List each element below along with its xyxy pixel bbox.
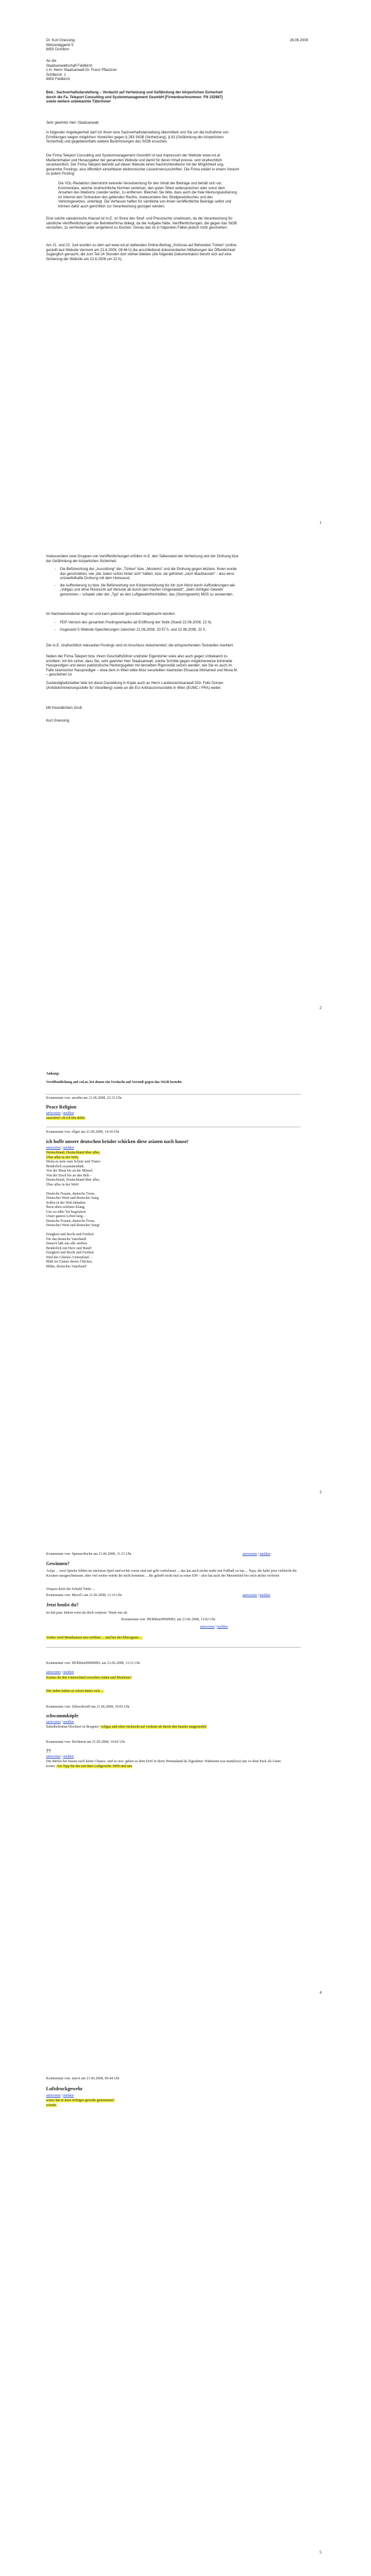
poem-line: Ihren alten schönen Klang, (46, 1206, 85, 1209)
recipient-line: Staatsanwaltschaft Feldkirch (46, 64, 93, 68)
page-number: 1 (319, 520, 322, 525)
poem-line: Wenn es stets zum Schutz und Trutze (46, 1160, 101, 1164)
report-link[interactable]: melden (63, 1112, 74, 1115)
paragraph-owner: Neben der Firma Teleport bzw. ihrem Geschäftsführer und/oder Eigentümer wäre also auch gegen Unbekannt zu ermitteln. Ich bin sicher, dass Sie, sehr geehrter Herr Staatsanwalt, solche Schritte gegen möglicherweise kriminelle Hasspredigen und deren publizistische Herbergsgeber mit derselben Rigorosität setzen werden, wie Sie es auch im Falle islamischer Hassprediger – etwa dem in Wien lebte Mosi verurteilten Islamisten Ehsassie Mohamed und Mona M. – geschehen ist. (46, 655, 238, 677)
paragraph-intro-groups: Insbesondere zwei Gruppen von Veröffentlichungen erfüllen m.E. den Tatbestand der Verhetzung und der Drohung bzw. der Gefährdung der körperlichen Sicherheit: (46, 555, 239, 563)
comment-body: Vorpass doch die Schuld Türke ... (46, 1588, 95, 1591)
poem-line: Brüderlich zusammenhält. (46, 1164, 85, 1169)
comment-actions: antworten | melden (46, 1755, 74, 1759)
report-link[interactable]: melden (259, 1594, 270, 1597)
list-item: - Die Befürwortung der „Ausrottung“ der „Türken“ bzw. „Moslems“ und die Drohung gegen letztere. Ihnen wurde das geschrieben, wie „die Juden schon hinter sich“ hätten, bzw. sie gehörten „nach Mauthausen“ - also einst unzweifelhafte Drohung mit dem Holocaust; (55, 568, 240, 582)
comment-title: Luftdruckgewehr (46, 2086, 83, 2091)
report-link[interactable]: melden (63, 1671, 74, 1674)
sender-city: 6850 Dornbirn (46, 48, 70, 52)
report-link[interactable]: melden (63, 1146, 74, 1150)
comment-actions: antworten | melden (46, 1671, 74, 1674)
list-item: - die Aufforderung zu bzw. die Befürwortung von Körperverletzung bis hin zum Mord durch Aufforderungen wie „Vollgas und ohne Rücksicht auf Verluste ab durch den Haufen Umgesiedelt“, „beim richtigen Gewehr genommen – schade! oder der „Typ“ an den Luftgewehrfrechtditen, das (Sturmgewehr) MG5 zu verwenden. (55, 584, 240, 598)
comment-title: Peace Religion (46, 1104, 76, 1110)
reply-link[interactable]: antworten (46, 1112, 61, 1115)
poem-line: Über alles in der Welt! (46, 1182, 79, 1187)
reply-link[interactable]: antworten (46, 2094, 61, 2098)
reply-link[interactable]: antworten (46, 1720, 61, 1724)
poem-line: Deutschland, Deutschland über alles, (46, 1178, 101, 1182)
letter-subject: Betr.: Sachverhaltsdarstellung – Verdacht auf Verhetzung und Gefährdung der körperlichen Sicherheit durch die Fa. Teleport Consulting und Systemmanagement GesmbH [Firmenbuchnummer: FN 152987] sowie weitere unbekannte Täterinnen (46, 91, 223, 104)
divider (46, 1647, 301, 1648)
annex-title: Anhang: (46, 1072, 60, 1076)
sender-address (46, 39, 167, 53)
paragraph-cc: Zuständigkeitshalber teile ich diese Darstellung in Kopie auch an Herrn Landesrechtsanwalt DDr. Felix Dorsen (Antidiskriminierungsstelle für Vorarlberg) sowie an die EU-Antirassismusstelle in Wien (EUMC / FRA) weiter. (46, 682, 224, 690)
list-item: - PDF-Version des gesamten Postingverlaufes ab Eröffnung der Seite (Stand 22.06.2008, 22 h); (55, 621, 240, 626)
report-link[interactable]: melden (63, 1755, 74, 1759)
highlighted-text: Deutschland, Deutschland über alles, (46, 1151, 101, 1155)
poem-line: Deutscher Wein und deutscher Sang! (46, 1224, 100, 1227)
comment-actions: antworten | melden (242, 1594, 270, 1597)
anthem-text (46, 1160, 228, 1269)
comment-body (46, 1151, 228, 1269)
recipient-line: z.H. Herrn Staatsanwalt Dr. Franz Pflanzner (46, 69, 117, 72)
report-link[interactable]: melden (217, 1625, 228, 1629)
page-number: 4 (319, 1990, 322, 1995)
comment-body (46, 1760, 289, 1769)
comment-body (46, 1725, 276, 1730)
reply-link[interactable]: antworten (242, 1552, 257, 1556)
highlighted-text: Vorher wird Mauthausen neu eröffnet ... und bei der Eberzgasse ... (46, 1636, 143, 1640)
comment-meta: Kommentar von: Derfinton am 21.06.2008, 10:02 Uhr (46, 1740, 125, 1744)
highlighted-text: schade. (46, 2103, 57, 2107)
report-link[interactable]: melden (63, 2094, 74, 2098)
highlighted-text: Die Juden haben es schon hinter sich ... (46, 1689, 104, 1693)
signature: Kurt Gnessing (46, 719, 70, 723)
comment-actions: antworten | melden (46, 1146, 74, 1150)
comment-body (46, 1689, 216, 1694)
reply-link[interactable]: antworten (46, 1146, 61, 1150)
comment-title: Jetzt heulst du? (46, 1602, 79, 1608)
reply-link[interactable]: antworten (242, 1594, 257, 1597)
comment-meta: Kommentar von: Mucel1 am 21.06.2008, 11:16 Uhr (46, 1594, 122, 1597)
comment-title: schwammköpfe (46, 1713, 79, 1719)
reply-link[interactable]: antworten (46, 1671, 61, 1674)
paragraph-relevant: Die m.E. strafrechtlich relevanten Postings sind im Anschluss dokumentiert; die entsprechenden Textstellen markiert. (46, 644, 234, 648)
poem-line: Danach laßt uns alle streben (46, 1242, 87, 1246)
comment-meta: Kommentar von: Zilteschrott9 am 21.06.2008, 10:05 Uhr (46, 1705, 130, 1709)
recipient-line: 6800 Feldkirch (46, 78, 70, 81)
comment-text: Subulholtrinne blockiert in Bregenz! (46, 1725, 100, 1729)
quoted-disclaimer: Die VOL-Redaktion übernimmt keinerlei Verantwortung für den Inhalt der Beiträge und behält sich vor, Kommentare, welche strafrechtliche Normen verletzen, den guten Sitten widersprechen oder sonst dem Ansehen des Mediums zuwider laufen, zu entfernen. Bleichen Sie bitte, dass auch die freie Meinungsäußerung im Internet den Schranken des geltenden Rechts, insbesondere des Strafgesetzbuches und des Verbotsgesetzes, unterliegt. Die Verfasser haften für sämtliche von ihnen veröffentlichte Beiträge selbst und können dafür auch gerichtlich zur Verantwortung gezogen werden. (58, 182, 237, 209)
report-link[interactable]: melden (259, 1552, 270, 1556)
highlighted-text: wieso hat er kein richtiges gewehr genommen? (46, 2099, 115, 2102)
poem-line: Sind des Glückes Unterpfand – (46, 1255, 92, 1259)
divider (46, 1094, 301, 1095)
highlighted-text: ausrotten! ok ich bin dafür. (46, 1116, 85, 1120)
highlighted-text: Über alles in der Welt, (46, 1155, 79, 1159)
poem-line: Blüh im Glanze dieses Glückes, (46, 1260, 93, 1264)
paragraph-request: in folgender Angelegenheit darf ich Ihnen eine Sachverhaltsdarstellung übermitteln und Sie um die Aufnahme von Ermittlungen wegen möglichen Vorwürfen gegen § 283 StGB (Verhetzung), § 63 (Gefährdung der körperlichen Sicherheit) und gegebenenfalls weitere Bestimmungen des StGB ersuchen. (46, 131, 229, 144)
comment-meta: Kommentar von: ellgre am 21.06.2008, 14:18 Uhr (46, 1130, 119, 1134)
poem-line: Sollen in der Welt behalten (46, 1201, 86, 1205)
page-number: 2 (319, 1005, 322, 1010)
reply-link[interactable]: antworten (200, 1625, 215, 1629)
comment-actions: antworten | melden (200, 1625, 228, 1629)
poem-line: Brüderlich mit Herz und Hand! (46, 1246, 92, 1250)
comment-meta: Kommentar von: HERRmitHIMMEL am 21.06.2008, 13:02 Uhr (121, 1618, 216, 1622)
highlighted-text: vollgas und ohne rücksicht auf verluste ab durch den haufen umgesiedelt (100, 1725, 207, 1729)
comment-body (46, 1116, 85, 1121)
comment-title: Gewinnen? (46, 1561, 70, 1566)
comment-meta: Kommentar von: HERRmitHIMMEL am 21.06.2008, 13:12 Uhr (46, 1662, 141, 1665)
comment-meta: Kommentar von: mavri am 21.06.2008, 09:44 Uhr (46, 2077, 120, 2081)
recipient-address (46, 59, 192, 82)
paragraph-incident: Am 21. und 22. Juni wurden zu dem auf www.vol.at stehenden Online-Beitrag „Schüsse auf fliehenden Türken“ (online gestellt laut Website Vermerk am 21.6.2008, 08:46 h) die anschließend dokumentierten Mitteilungen der Öffentlichkeit zugänglich gemacht, die zum Teil 24 Stunden dort stehen blieben (die folgende Dokumentation beruht sich auf eine Sicherung der Website am 22.6.2008 um 22 h). (46, 244, 237, 261)
closing: Mit freundlichem Gruß (46, 706, 82, 710)
reply-link[interactable]: antworten (46, 1755, 61, 1759)
poem-line: Uns zu edler Tat begeistern (46, 1210, 86, 1214)
letter-date: 26.06.2008 (290, 39, 309, 42)
sender-name: Dr. Kurt Gnessing (46, 39, 75, 42)
poem-line: Unser ganzes Leben lang – (46, 1215, 85, 1218)
poem-line: Von der Maas bis an die Memel, (46, 1169, 93, 1173)
poem-line: Blühe, deutsches Vaterland! (46, 1264, 87, 1269)
highlighted-text: Kennst du den Unterschied zwischen Juden und Moslems? (46, 1676, 132, 1680)
comment-actions: antworten | melden (242, 1552, 270, 1556)
report-link[interactable]: melden (63, 1720, 74, 1724)
page-number: 3 (319, 1490, 322, 1495)
comment-actions: antworten | melden (46, 2094, 74, 2098)
poem-line: Von der Etsch bis an den Belt – (46, 1173, 92, 1178)
comment-body (46, 1676, 216, 1681)
paragraph-liability: Eine solche salvatorische Klausel ist m.E. im Sinne des Straf- und Pressrechts unwirksam, da die Verantwortung für sämtliche Veröffentlichungen der Betreiberfirma obliegt, da der Aufgabe hätte, Veröffentlichungen, die gegen das StGB verstoßen, zu verhindern oder umgehend zu löschen. Genau das ist in folgenden Fällen jedoch nicht geschehen: (46, 217, 237, 230)
salutation: Sehr geehrter Herr Staatsanwalt, (46, 121, 99, 125)
comment-body (46, 2099, 204, 2108)
list-item: - insgesamt 5 Website-Speicherungen zwischen 21.06.2008, 10:57 h, und 22.06.2008, 22 h. (55, 628, 240, 633)
highlighted-text: Am Tipp für des mit dam Luftgewehr. MS9 und uns (56, 1764, 133, 1768)
page-number: 5 (319, 2550, 322, 2555)
poem-line: Deutsche Frauen, deutsche Treue, (46, 1219, 96, 1223)
poem-line: Einigkeit und Recht und Freiheit (46, 1233, 94, 1236)
paragraph-publisher: Die Firma Teleport Consulting und Systemmanagement GesmbH ist laut Impressum der Website www.vol.at Medieninhaber und Herausgeber der genannten Website und damit für deren Inhalt presse- und strafrechtlich verantwortlich. Der Firma Teleport betreibt auf dieser Website einen Nachrichtendienst mit der Möglichkeit sog. genannter Postings, also öffentlich einsehbarer elektronischer Leserinnenzuschriften. Die Firma erklärt in einem Vorwort zu jedem Posting: (46, 154, 239, 176)
comment-body: Achja ... zwei Spieler fehlen im nächsten Spiel und rechts vorne sind mit gelb vorbelastet ... das hat auch nichts mehr mit Fußball zu tun ... Naja, die halte jetzt vielleicht die Kroaten rausgeschmissen, aber viel weiter würde ihr nicht kommen ... die geliebt nicht mal zu einer EM – also hat auch der Meistertitel bei euch nichts verloren (46, 1569, 297, 1578)
poem-line: Deutsche Frauen, deutsche Treue, (46, 1192, 96, 1196)
evidence-list (55, 621, 240, 635)
sender-street: Weizenäggerle 5 (46, 43, 73, 47)
recipient-line: Schillerstr. 1 (46, 73, 66, 77)
comment-title: ?? (46, 1748, 51, 1754)
comment-meta: Kommentar von: Spenserfluche am 21.06.2008, 11:15 Uhr (46, 1552, 132, 1556)
offence-list (55, 568, 240, 600)
comment-body: Ist mit paar Jahren wirst du doch verpisse. Warte nur ab. (46, 1611, 129, 1615)
comment-actions: antworten | melden (46, 1112, 74, 1115)
poem-line: Für das deutsche Vaterland! (46, 1237, 87, 1241)
comment-body (46, 1636, 246, 1641)
evidence-intro: Im Nachweismaterial liegt vor und kann jederzeit gesondert beigebracht werden: (46, 612, 176, 616)
poem-line: Deutscher Wein und deutscher Sang (46, 1196, 99, 1200)
poem-line: Einigkeit und Recht und Freiheit (46, 1251, 94, 1255)
poem-line (46, 1229, 228, 1233)
comment-title: ich hoffe unsere deutschen brüder schicken diese asiaten nach hause! (46, 1139, 189, 1144)
annex-subtitle: Veröffentlichung auf vol.at, bei denen ein Verdacht auf Verstoß gegen das StGB besteht: (46, 1081, 182, 1084)
comment-actions: antworten | melden (46, 1720, 74, 1724)
comment-text: Die dürfen bei bissen euch keine Chance, und so usw. gehen es dem Dorf in ihren Heimatland da Zigeuhner. Wahnsinn was man(frau) uns vo dem Pack als Gäste kostet. (46, 1760, 281, 1768)
recipient-line: An die (46, 59, 57, 63)
comment-meta: Kommentar von: anonhn am 21.06.2008, 22:32 Uhr (46, 1096, 122, 1100)
poem-line (46, 1187, 228, 1192)
